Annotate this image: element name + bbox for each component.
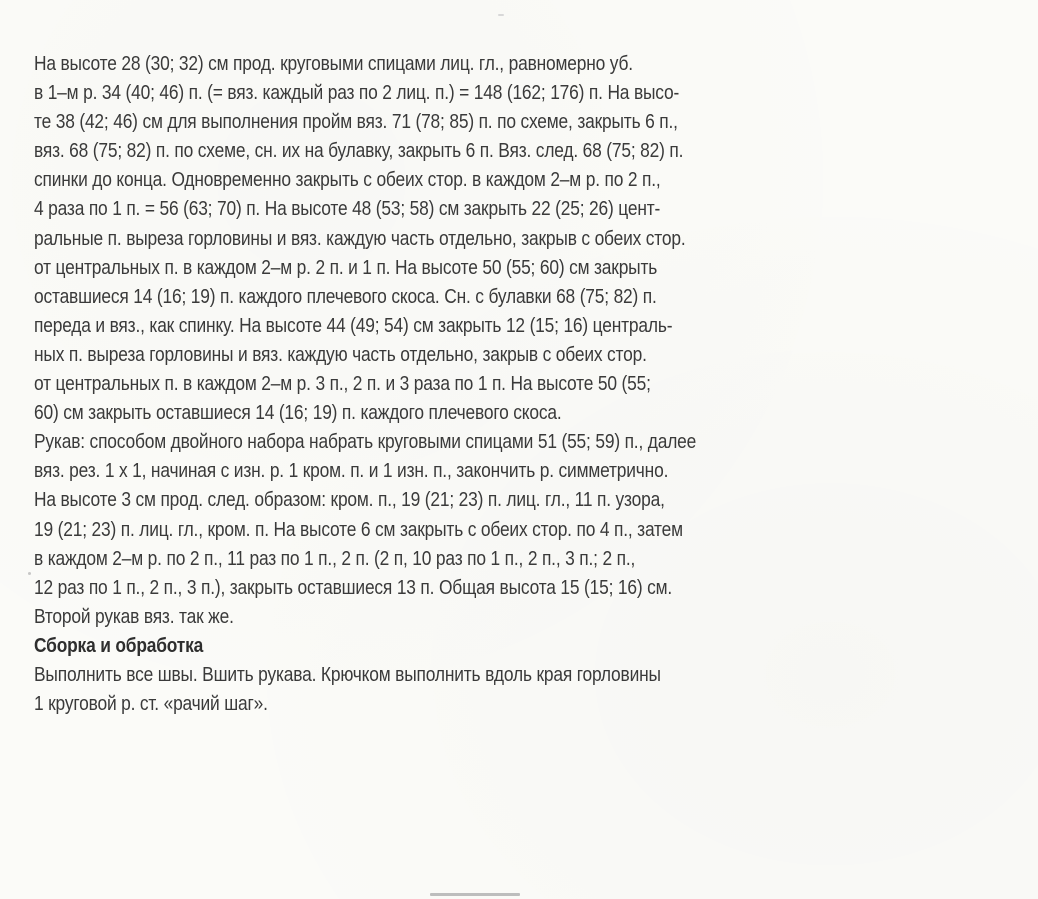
text-line: 4 раза по 1 п. = 56 (63; 70) п. На высоте 48 (53; 58) см закрыть 22 (25; 26) цент- (34, 198, 661, 221)
text-line: переда и вяз., как спинку. На высоте 44 (49; 54) см закрыть 12 (15; 16) централь- (34, 314, 673, 337)
text-line: ральные п. выреза горловины и вяз. каждую часть отдельно, закрыв с обеих стор. (34, 227, 686, 250)
text-line: в каждом 2–м р. по 2 п., 11 раз по 1 п., 2 п. (2 п, 10 раз по 1 п., 2 п., 3 п.; 2 п., (34, 547, 636, 570)
text-line: Рукав: способом двойного набора набрать круговыми спицами 51 (55; 59) п., далее (34, 431, 697, 454)
text-line: 12 раз по 1 п., 2 п., 3 п.), закрыть оставшиеся 13 п. Общая высота 15 (15; 16) см. (34, 576, 673, 599)
text-line: На высоте 28 (30; 32) см прод. круговыми спицами лиц. гл., равномерно уб. (34, 53, 633, 75)
text-line: 19 (21; 23) п. лиц. гл., кром. п. На высоте 6 см закрыть с обеих стор. по 4 п., затем (34, 518, 683, 541)
instructions-text (34, 50, 1019, 719)
text-line: вяз. 68 (75; 82) п. по схеме, сн. их на булавку, закрыть 6 п. Вяз. след. 68 (75; 82) п. (34, 140, 684, 163)
text-line: Второй рукав вяз. так же. (34, 605, 234, 628)
text-line: от центральных п. в каждом 2–м р. 2 п. и 1 п. На высоте 50 (55; 60) см закрыть (34, 256, 658, 279)
section-heading: Сборка и обработка (34, 634, 204, 657)
text-line: от центральных п. в каждом 2–м р. 3 п., 2 п. и 3 раза по 1 п. На высоте 50 (55; (34, 373, 651, 396)
text-line: те 38 (42; 46) см для выполнения пройм вяз. 71 (78; 85) п. по схеме, закрыть 6 п., (34, 111, 678, 134)
text-line: ных п. выреза горловины и вяз. каждую часть отдельно, закрыв с обеих стор. (34, 343, 647, 366)
text-line: Выполнить все швы. Вшить рукава. Крючком выполнить вдоль края горловины (34, 663, 661, 686)
text-line: 60) см закрыть оставшиеся 14 (16; 19) п. каждого плечевого скоса. (34, 402, 562, 425)
text-line: На высоте 3 см прод. след. образом: кром. п., 19 (21; 23) п. лиц. гл., 11 п. узора, (34, 489, 665, 512)
text-line: оставшиеся 14 (16; 19) п. каждого плечевого скоса. Сн. с булавки 68 (75; 82) п. (34, 285, 657, 308)
scan-mark-top (498, 14, 504, 16)
text-line: вяз. рез. 1 х 1, начиная с изн. р. 1 кром. п. и 1 изн. п., закончить р. симметрично. (34, 460, 669, 483)
text-line: в 1–м р. 34 (40; 46) п. (= вяз. каждый раз по 2 лиц. п.) = 148 (162; 176) п. На высо- (34, 82, 680, 105)
text-line: 1 круговой р. ст. «рачий шаг». (34, 693, 268, 716)
scan-dot (28, 572, 31, 575)
text-line: спинки до конца. Одновременно закрыть с обеих стор. в каждом 2–м р. по 2 п., (34, 169, 661, 192)
scan-mark-bottom (430, 893, 520, 896)
